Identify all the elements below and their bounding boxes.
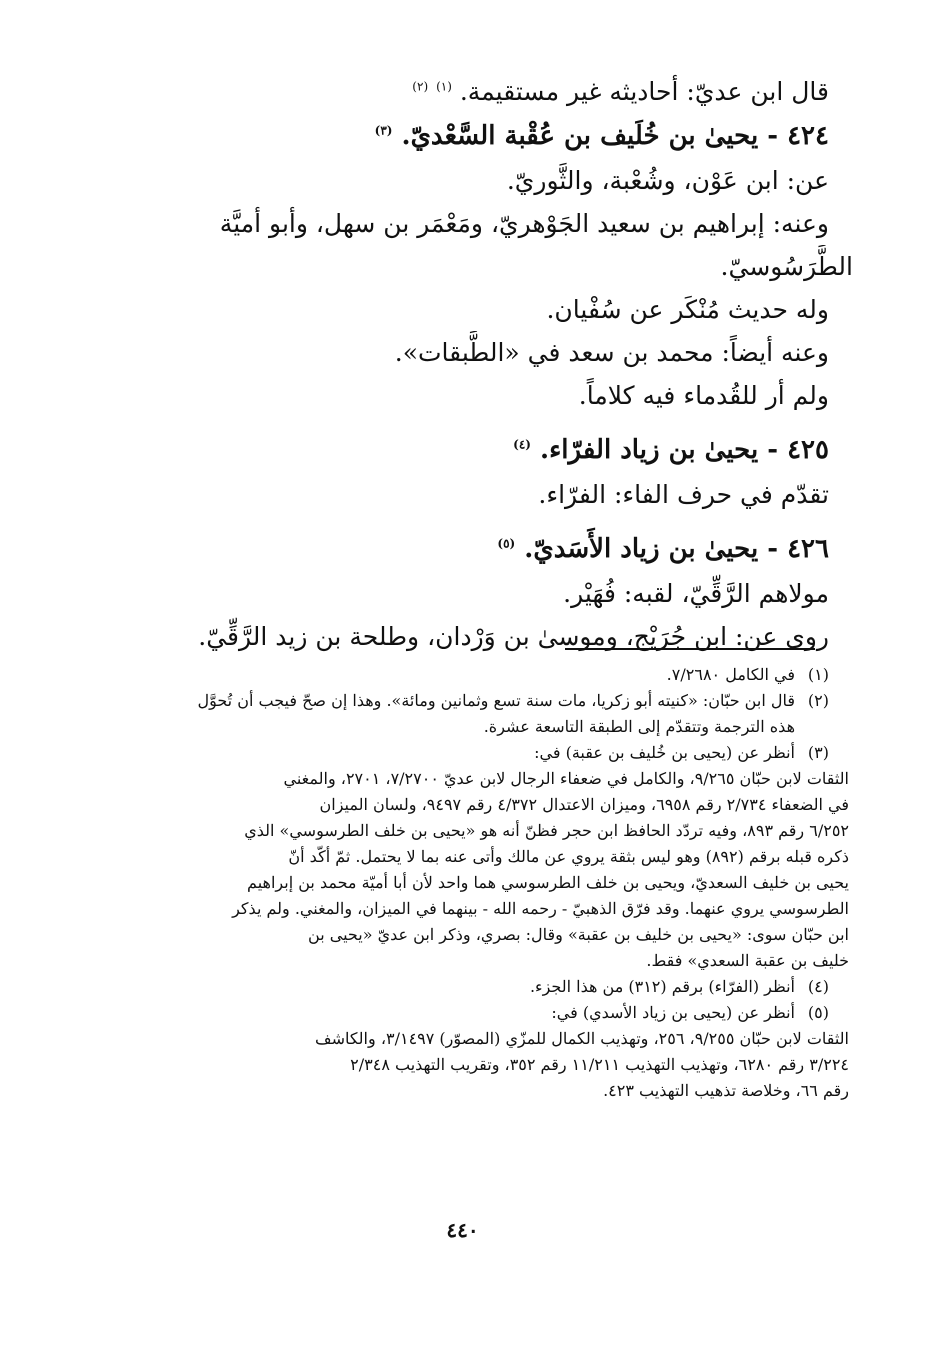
line-text: وعنه أيضاً: محمد بن سعد في «الطَّبقات».	[394, 338, 829, 367]
footnote-line: في الكامل ٧/٢٦٨٠.	[666, 665, 795, 684]
line-text-1: قال ابن عديّ: أحاديثه غير مستقيمة.	[459, 77, 829, 106]
text-line	[110, 572, 829, 615]
footnote-ref-5[interactable]: (٥)	[497, 536, 516, 551]
footnote-number: (٤)	[807, 977, 829, 996]
footnote-ref-3[interactable]: (٣)	[374, 123, 393, 138]
entry-title: ٤٢٦ - يحيىٰ بن زياد الأَسَديّ.	[524, 534, 829, 564]
footnote-number: (٥)	[807, 1003, 829, 1022]
footnote-number: (٣)	[807, 743, 829, 762]
footnote-line: ٣/٢٢٤ رقم ٦٢٨٠، وتهذيب التهذيب ١١/٢١١ رقم ٣٥٢، وتقريب التهذيب ٢/٣٤٨	[350, 1055, 849, 1074]
main-text	[110, 70, 853, 658]
footnote-head: أنظر عن (يحيى بن خُليف بن عقبة) في:	[534, 743, 795, 762]
footnote-line: خليف بن عقبة السعدي» فقط.	[646, 951, 849, 970]
footnote-3	[108, 740, 829, 766]
footnote-line: قال ابن حبّان: «كنيته أبو زكريا، مات سنة تسع وثمانين ومائة». وهذا إن صحّ فيجب أن تُحوَّل	[197, 691, 795, 710]
footnote-body	[108, 1000, 795, 1026]
entry-title: ٤٢٤ - يحيىٰ بن خُلَيف بن عُقْبة السَّعْديّ.	[401, 121, 829, 151]
footnote-ref-2[interactable]: (٢)	[412, 79, 429, 94]
footnote-3-sources	[108, 766, 849, 974]
footnote-line: في الضعفاء ٢/٧٣٤ رقم ٦٩٥٨، وميزان الاعتدال ٤/٣٧٢ رقم ٩٤٩٧، ولسان الميزان	[319, 795, 849, 814]
footnote-1	[108, 662, 829, 688]
footnote-separator	[565, 648, 815, 650]
line-text: الطَّرَسُوسيّ.	[720, 252, 853, 281]
page-number: ٤٤٠	[446, 1218, 479, 1242]
line-text: مولاهم الرَّقِّيّ، لقبه: فُهَيْر.	[563, 579, 829, 608]
footnote-body	[108, 974, 795, 1000]
footnote-body	[108, 740, 795, 766]
footnote-ref-1[interactable]: (١)	[436, 79, 452, 94]
footnote-line: هذه الترجمة وتتقدّم إلى الطبقة التاسعة عشرة.	[483, 717, 795, 736]
line-text: وله حديث مُنْكَر عن سُفْيان.	[546, 295, 829, 324]
entry-title: ٤٢٥ - يحيىٰ بن زياد الفرّاء.	[540, 435, 829, 465]
footnote-4	[108, 974, 829, 1000]
text-line	[110, 331, 829, 374]
line-text: روى عن: ابن جُرَيْج، وموسىٰ بن وَرْدان، وطلحة بن زيد الرَّقِّيّ.	[198, 622, 829, 651]
text-line	[110, 70, 829, 113]
text-line	[110, 288, 829, 331]
footnote-line: الثقات لابن حبّان ٩/٢٥٥، ٢٥٦، وتهذيب الكمال للمزّي (المصوّر) ٣/١٤٩٧، والكاشف	[315, 1029, 849, 1048]
entry-heading-426	[110, 526, 829, 572]
text-line	[110, 202, 829, 245]
text-line-continuation	[110, 245, 853, 288]
footnote-body	[108, 688, 795, 740]
footnote-2	[108, 688, 829, 740]
footnote-line: ٦/٢٥٢ رقم ٨٩٣، وفيه تردّد الحافظ ابن حجر فظنّ أنه هو «يحيى بن خلف الطرسوسي» الذي	[244, 821, 849, 840]
footnote-line: الثقات لابن حبّان ٩/٢٦٥، والكامل في ضعفاء الرجال لابن عديّ ٧/٢٧٠٠، ٢٧٠١، والمغني	[283, 769, 849, 788]
line-text: وعنه: إبراهيم بن سعيد الجَوْهريّ، ومَعْمَر بن سهل، وأبو أميَّة	[219, 209, 829, 238]
spacer	[110, 417, 829, 427]
text-line	[110, 159, 829, 202]
footnote-ref-4[interactable]: (٤)	[513, 437, 531, 452]
text-line	[110, 615, 829, 658]
footnote-line: ذكره قبله برقم (٨٩٢) وهو ليس بثقة يروي عن مالك وأتى عنه بما لا يحتمل. ثمّ أكّد أنّ	[288, 847, 849, 866]
line-text: ولم أر للقُدماء فيه كلاماً.	[578, 381, 829, 410]
footnote-5	[108, 1000, 829, 1026]
footnote-number: (١)	[807, 665, 829, 684]
footnote-5-sources	[108, 1026, 849, 1104]
footnote-head: أنظر عن (يحيى بن زياد الأسدي) في:	[551, 1003, 795, 1022]
spacer	[110, 516, 829, 526]
footnotes	[108, 662, 849, 1104]
entry-heading-424	[110, 113, 829, 159]
footnote-line: يحيى بن خليف السعديّ، ويحيى بن خلف الطرسوسي هما واحد لأن أبا أميّة محمد بن إبراهيم	[247, 873, 849, 892]
footnote-body	[108, 662, 795, 688]
line-text: تقدّم في حرف الفاء: الفرّاء.	[538, 480, 829, 509]
entry-heading-425	[110, 427, 829, 473]
footnote-number: (٢)	[807, 691, 829, 710]
text-line	[110, 374, 829, 417]
footnote-line: أنظر (الفرّاء) برقم (٣١٢) من هذا الجزء.	[529, 977, 795, 996]
line-text: عن: ابن عَوْن، وشُعْبة، والثَّوريّ.	[506, 166, 829, 195]
footnote-line: ابن حبّان سوى: «يحيى بن خليف بن عقبة» وقال: بصري، وذكر ابن عديّ «يحيى بن	[308, 925, 849, 944]
footnote-line: الطرسوسي يروي عنهما. وقد فرّق الذهبيّ - رحمه الله - بينهما في الميزان، والمغني. ولم يذكر	[232, 899, 849, 918]
text-line	[110, 473, 829, 516]
footnote-line: رقم ٦٦، وخلاصة تذهيب التهذيب ٤٢٣.	[603, 1081, 849, 1100]
